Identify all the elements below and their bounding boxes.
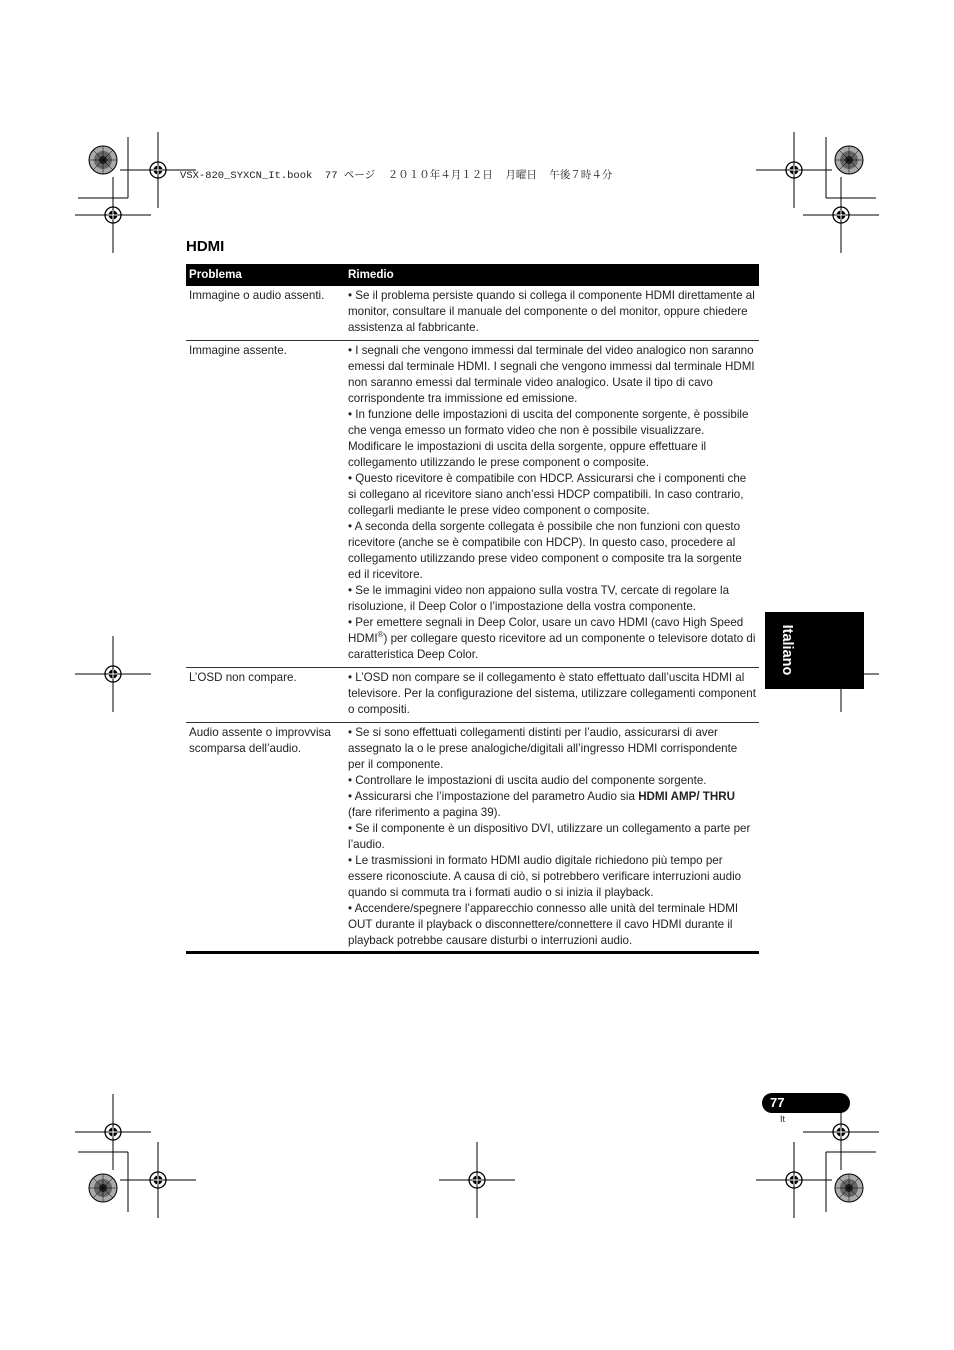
table-row [186, 286, 759, 341]
section-title: HDMI [186, 238, 225, 255]
starburst-mark-top-right [835, 146, 863, 174]
remedy-item [348, 615, 757, 663]
book-header-line: VSX-820_SYXCN_It.book 77 ページ ２０１０年４月１２日 月曜日 午後７時４分 [180, 170, 613, 182]
troubleshooting-table [186, 264, 759, 954]
table-header-row [186, 264, 759, 286]
problem-cell: Immagine assente. [186, 341, 345, 668]
remedy-item: • L’OSD non compare se il collegamento è stato effettuato dall’uscita HDMI al televisore. Per la configurazione del sistema, utilizzare collegamenti component o compositi. [348, 671, 756, 716]
remedy-item: • Se le immagini video non appaiono sulla vostra TV, cercate di regolare la risoluzione, il Deep Color o l’impostazione della vostra componente. [348, 584, 730, 613]
remedy-item: • Accendere/spegnere l’apparecchio connesso alle unità del terminale HDMI OUT durante il playback o disconnettere/connettere il cavo HDMI durante il playback potrebbe causare disturbi o interruzioni audio. [348, 902, 739, 947]
remedy-item: • Le trasmissioni in formato HDMI audio digitale richiedono più tempo per essere riconosciute. A causa di ciò, si potrebbero verificare interruzioni audio quando si commuta tra i formati audio o si inizia il playback. [348, 854, 742, 899]
crosshair-mark [756, 1142, 832, 1218]
remedy-item: • Questo ricevitore è compatibile con HDCP. Assicurarsi che i componenti che si collegano al ricevitore siano anch’essi HDCP compatibili. In caso contrario, collegarli mediante le prese video component o composite. [348, 472, 747, 517]
remedy-item: • I segnali che vengono immessi dal terminale del video analogico non saranno emessi dal terminale HDMI. I segnali che vengono immessi dal terminale HDMI non saranno emessi dal terminale video analogico. Usate il tipo di cavo corrispondente tra immissione ed emissione. [348, 344, 755, 405]
parameter-name: HDMI AMP/ THRU [638, 790, 736, 803]
remedy-item: • Se il componente è un dispositivo DVI, utilizzare un collegamento a parte per l’audio. [348, 822, 751, 851]
language-tab-label: Italiano [779, 624, 795, 676]
starburst-mark-top-left [89, 146, 117, 174]
registered-mark: ® [377, 630, 384, 640]
table-row [186, 723, 759, 953]
remedy-text: ) per collegare questo ricevitore ad un componente o televisore dotato di caratteristica Deep Color. [348, 632, 756, 661]
remedy-item: • A seconda della sorgente collegata è possibile che non funzioni con questo ricevitore (anche se è compatibile con HDCP). In questo caso, procedere al collegamento utilizzando prese video component o composite tra la sorgente ed il ricevitore. [348, 520, 742, 581]
remedy-item: • Controllare le impostazioni di uscita audio del componente sorgente. [348, 774, 707, 787]
page-number: 77 [770, 1095, 785, 1110]
table-row [186, 341, 759, 668]
crosshair-mark [75, 177, 151, 253]
remedy-text: (fare riferimento a pagina 39). [348, 806, 501, 819]
column-header-remedy: Rimedio [345, 264, 759, 286]
remedy-cell [345, 668, 759, 723]
remedy-item: • Se si sono effettuati collegamenti distinti per l’audio, assicurarsi di aver assegnato la o le prese analogiche/digitali all’ingresso HDMI corrispondente per il componente. [348, 726, 738, 771]
crosshair-mark [439, 1142, 515, 1218]
starburst-mark-bottom-left [89, 1174, 117, 1202]
column-header-problem: Problema [186, 264, 345, 286]
remedy-cell [345, 723, 759, 953]
language-code: It [780, 1114, 786, 1124]
starburst-mark-bottom-right [835, 1174, 863, 1202]
remedy-cell [345, 286, 759, 341]
remedy-text: • Assicurarsi che l’impostazione del parametro Audio sia [348, 790, 639, 803]
table-row [186, 668, 759, 723]
problem-cell: Immagine o audio assenti. [186, 286, 345, 341]
remedy-item: • Se il problema persiste quando si collega il componente HDMI direttamente al monitor, consultare il manuale del componente o del monitor, oppure chiedere assistenza al fabbricante. [348, 289, 755, 334]
problem-cell: Audio assente o improvvisa scomparsa dell’audio. [186, 723, 345, 953]
crosshair-mark [803, 177, 879, 253]
remedy-item [348, 789, 757, 821]
crosshair-mark [756, 132, 832, 208]
remedy-text: • Per emettere segnali in Deep Color, usare un cavo HDMI (cavo High Speed HDMI [348, 616, 744, 645]
crosshair-mark [75, 636, 151, 712]
remedy-item: • In funzione delle impostazioni di uscita del componente sorgente, è possibile che venga emesso un formato video che non è possibile visualizzare. Modificare le impostazioni di uscita della sorgente, oppure effettuare il collegamento utilizzando le prese component o composite. [348, 408, 749, 469]
remedy-cell [345, 341, 759, 668]
crosshair-mark [75, 1094, 151, 1170]
crosshair-mark [120, 1142, 196, 1218]
problem-cell: L’OSD non compare. [186, 668, 345, 723]
